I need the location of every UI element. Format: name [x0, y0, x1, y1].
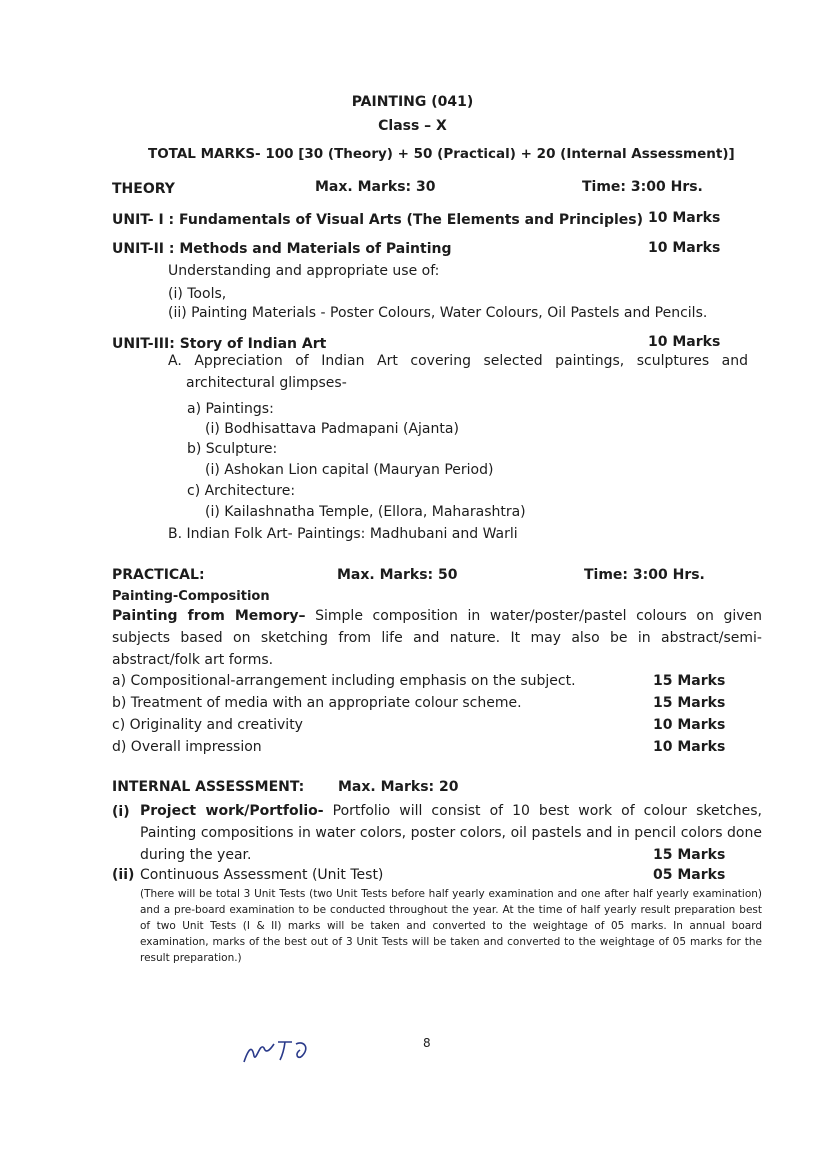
internal-i-bold: Project work/Portfolio-: [140, 803, 324, 819]
internal-ii-number: (ii): [112, 867, 135, 883]
unit3-b-text: B. Indian Folk Art- Paintings: Madhubani and Warli: [168, 526, 518, 542]
unit3-marks: 10 Marks: [648, 334, 721, 350]
internal-heading: INTERNAL ASSESSMENT:: [112, 779, 305, 795]
internal-ii-marks: 05 Marks: [653, 867, 726, 883]
criteria-b-label: b) Treatment of media with an appropriate colour scheme.: [112, 695, 522, 711]
class-label: Class – X: [378, 118, 447, 134]
unit2-title: UNIT-II : Methods and Materials of Painting: [112, 241, 452, 257]
internal-ii-text: Continuous Assessment (Unit Test): [140, 867, 384, 883]
unit3-title: UNIT-III: Story of Indian Art: [112, 336, 327, 352]
page-number: 8: [423, 1036, 431, 1050]
criteria-d-label: d) Overall impression: [112, 739, 262, 755]
criteria-c-marks: 10 Marks: [653, 717, 726, 733]
total-marks: TOTAL MARKS- 100 [30 (Theory) + 50 (Practical) + 20 (Internal Assessment)]: [148, 146, 735, 162]
unit3-sculpture: b) Sculpture:: [187, 441, 278, 457]
internal-max-marks: Max. Marks: 20: [338, 779, 459, 795]
theory-time: Time: 3:00 Hrs.: [582, 179, 703, 195]
unit2-item1: (i) Tools,: [168, 286, 227, 302]
internal-note: (There will be total 3 Unit Tests (two Unit Tests before half yearly examination and one after half yearly examination) and a pre-board examination to be conducted throughout the year. At the time of half yearly result preparation best of two Unit Tests (I & II) marks will be taken and converted to the weightage of 05 marks. In annual board examination, marks of the best out of 3 Unit Tests will be taken and converted to the weightage of 05 marks for the result preparation.): [140, 888, 762, 964]
practical-heading: PRACTICAL:: [112, 567, 205, 583]
unit3-architecture: c) Architecture:: [187, 483, 296, 499]
unit3-sculpture-item: (i) Ashokan Lion capital (Mauryan Period): [205, 462, 494, 478]
unit3-paintings: a) Paintings:: [187, 401, 274, 417]
theory-max-marks: Max. Marks: 30: [315, 179, 436, 195]
practical-description: [112, 605, 762, 671]
unit2-item2: (ii) Painting Materials - Poster Colours, Water Colours, Oil Pastels and Pencils.: [168, 305, 708, 321]
handwritten-initials-signature: [240, 1030, 320, 1070]
criteria-c-label: c) Originality and creativity: [112, 717, 303, 733]
unit2-intro: Understanding and appropriate use of:: [168, 263, 440, 279]
unit1-marks: 10 Marks: [648, 210, 721, 226]
theory-heading: THEORY: [112, 181, 175, 197]
criteria-d-marks: 10 Marks: [653, 739, 726, 755]
unit2-marks: 10 Marks: [648, 240, 721, 256]
practical-lead-bold: Painting from Memory–: [112, 608, 306, 624]
criteria-a-marks: 15 Marks: [653, 673, 726, 689]
criteria-b-marks: 15 Marks: [653, 695, 726, 711]
document-title: PAINTING (041): [351, 94, 474, 110]
practical-subheading: Painting-Composition: [112, 589, 270, 604]
internal-i-number: (i): [112, 804, 130, 820]
unit3-architecture-item: (i) Kailashnatha Temple, (Ellora, Maharashtra): [205, 504, 526, 520]
unit3-paintings-item: (i) Bodhisattava Padmapani (Ajanta): [205, 421, 459, 437]
practical-max-marks: Max. Marks: 50: [337, 567, 458, 583]
internal-i-marks: 15 Marks: [653, 847, 726, 863]
practical-lead-text: Simple composition in water/poster/pastel colours on given subjects based on sketching from life and nature. It may also be in abstract/semi-abstract/folk art forms.: [112, 608, 762, 668]
practical-time: Time: 3:00 Hrs.: [584, 567, 705, 583]
unit3-a-text: A. Appreciation of Indian Art covering selected paintings, sculptures and architectural glimpses-: [168, 353, 748, 391]
internal-i-desc: Portfolio will consist of 10 best work of colour sketches, Painting compositions in water colors, poster colors, oil pastels and in pencil colors done during the year.: [140, 803, 762, 863]
criteria-a-label: a) Compositional-arrangement including emphasis on the subject.: [112, 673, 576, 689]
unit1-title: UNIT- I : Fundamentals of Visual Arts (The Elements and Principles): [112, 212, 643, 228]
